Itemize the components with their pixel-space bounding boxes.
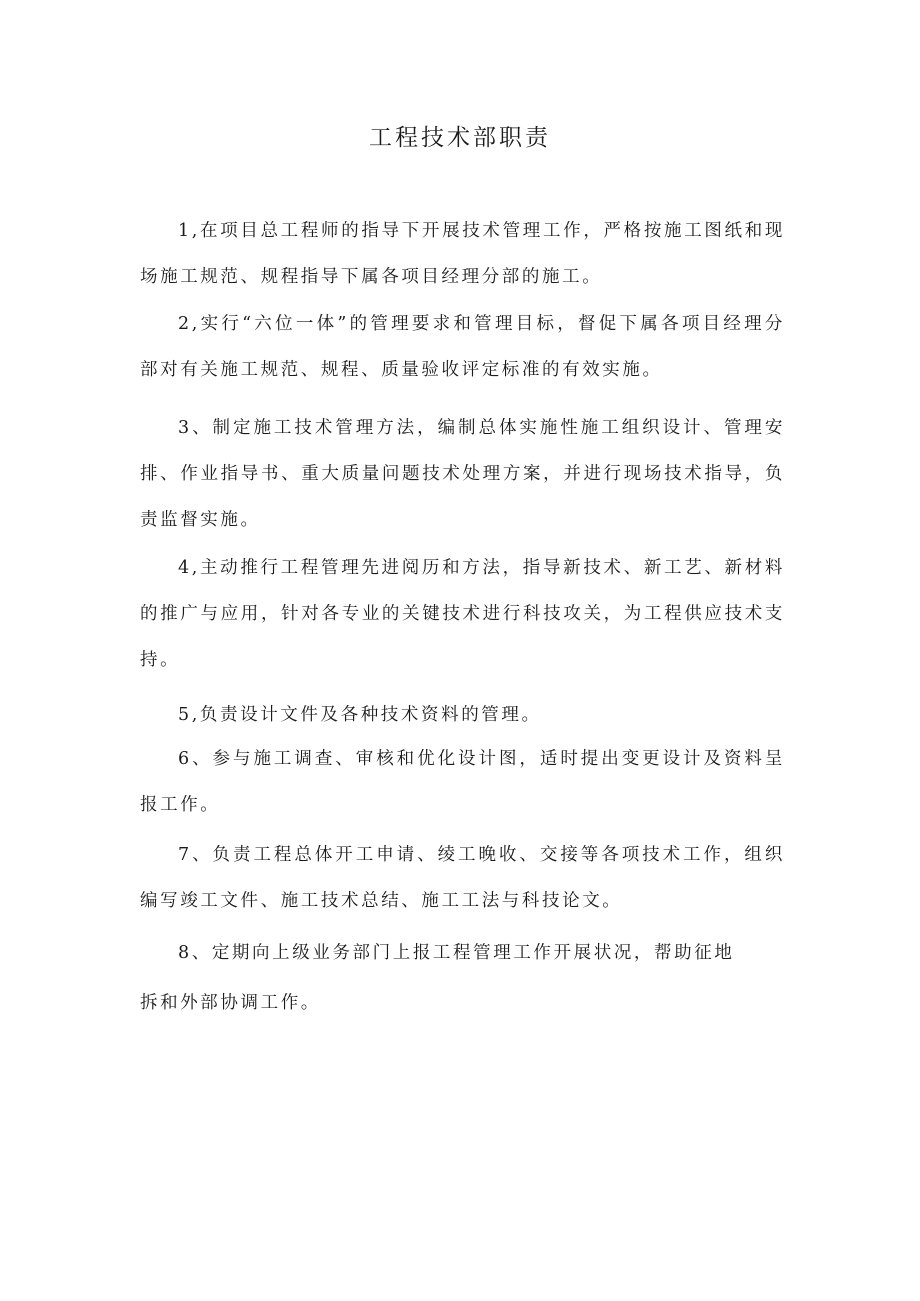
duty-item-7: 7、负责工程总体开工申请、绫工晚收、交接等各项技术工作，组织编写竣工文件、施工技术总结、施工工法与科技论文。 (140, 845, 785, 911)
duty-item-8-line-2: 拆和外部协调工作。 (140, 993, 321, 1013)
document-title: 工程技术部职责 (369, 125, 551, 151)
duty-item-4: 4,主动推行工程管理先进阅历和方法，指导新技术、新工艺、新材料的推广与应用，针对各专业的关键技术进行科技攻关，为工程供应技术支持。 (140, 558, 785, 670)
duty-item-6: 6、参与施工调查、审核和优化设计图，适时提出变更设计及资料呈报工作。 (140, 749, 785, 815)
duty-item-8 (140, 930, 785, 1026)
duty-item-5: 5,负责设计文件及各种技术资料的管理。 (178, 705, 542, 725)
duty-item-2: 2,实行“六位一体”的管理要求和管理目标，督促下属各项目经理分部对有关施工规范、规程、质量验收评定标准的有效实施。 (140, 314, 785, 380)
duty-item-3: 3、制定施工技术管理方法，编制总体实施性施工组织设计、管理安排、作业指导书、重大质量问题技术处理方案，并进行现场技术指导，负责监督实施。 (140, 418, 785, 530)
duty-item-1: 1,在项目总工程师的指导下开展技术管理工作，严格按施工图纸和现场施工规范、规程指导下属各项目经理分部的施工。 (140, 221, 785, 287)
duty-item-8-line-1: 8、定期向上级业务部门上报工程管理工作开展状况，帮助征地 (178, 943, 735, 963)
